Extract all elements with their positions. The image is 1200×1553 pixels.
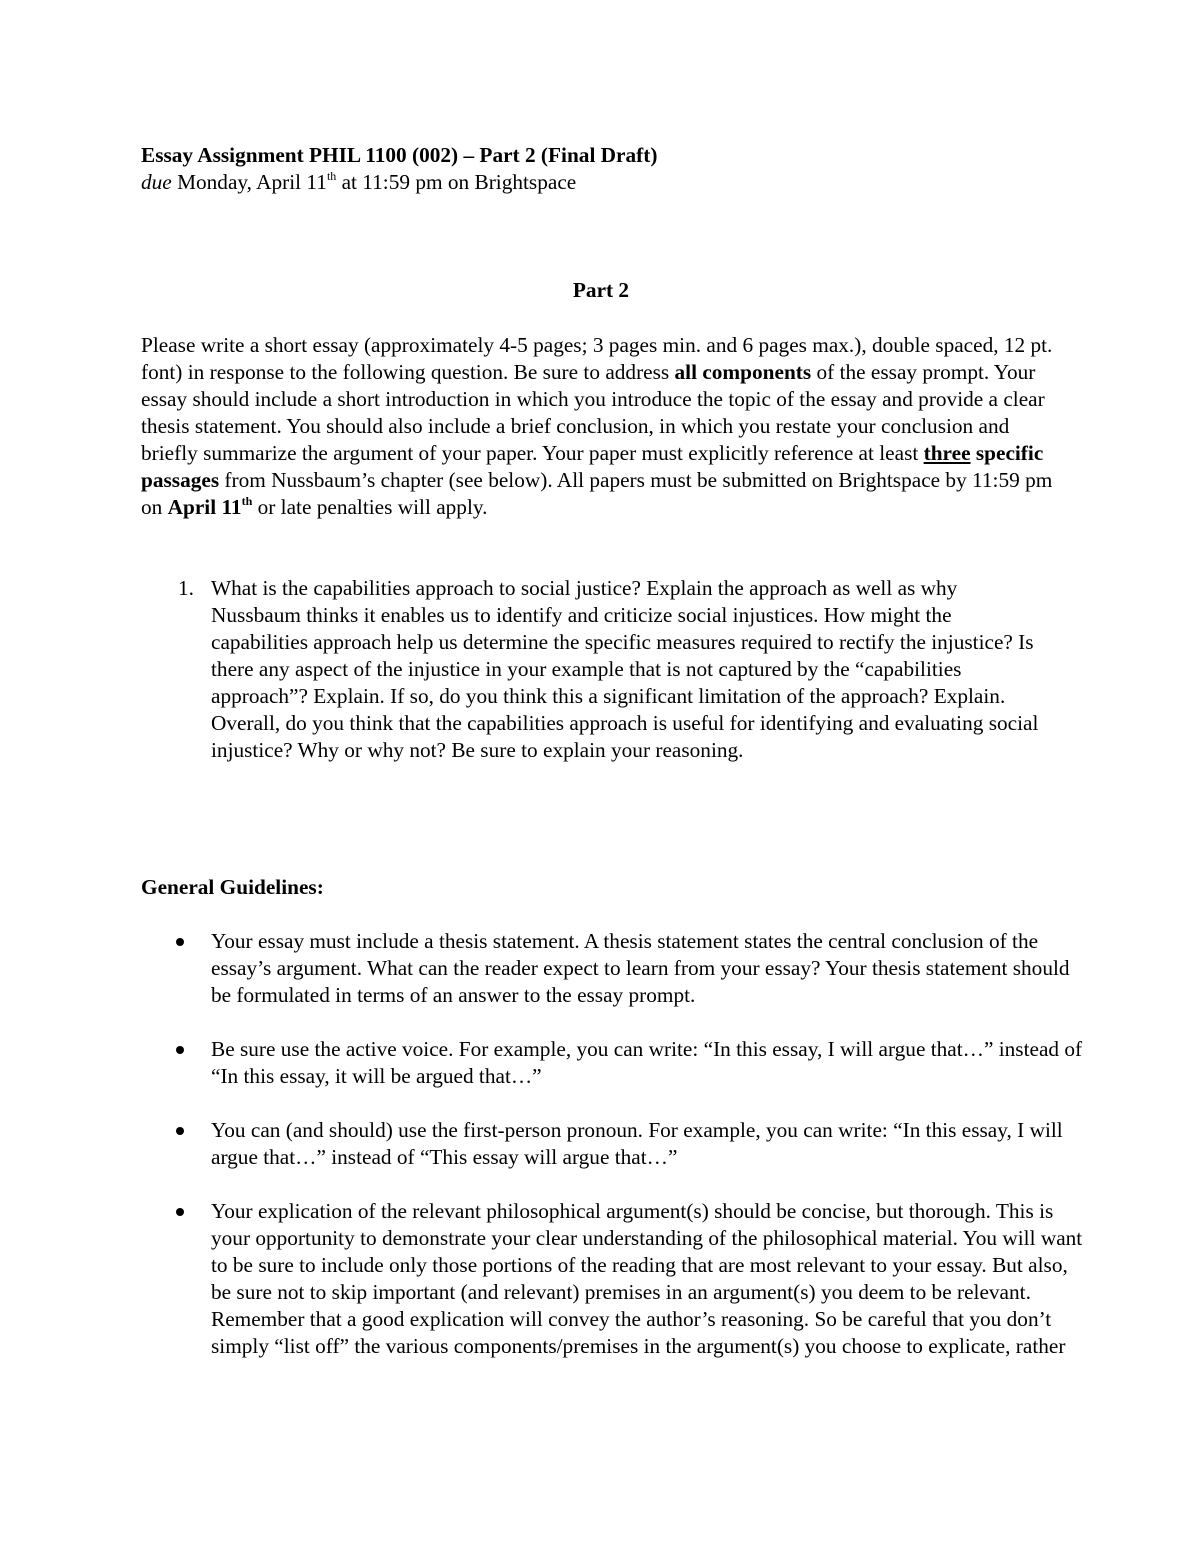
guideline-text: Be sure use the active voice. For example, you can write: “In this essay, I will argue that…” instead of “In this essay, it will be argued that…” [211,1037,1083,1088]
question-text: What is the capabilities approach to social justice? Explain the approach as well as why Nussbaum thinks it enables us to identify and criticize social injustices. How might the capabilities approach help us determine the specific measures required to rectify the injustice? Is there any aspect of the injustice in your example that is not captured by the “capabilities approach”? Explain. If so, do you think this a significant limitation of the approach? Explain. Overall, do you think that the capabilities approach is useful for identifying and evaluating social injustice? Why or why not? Be sure to explain your reasoning. [211,576,1039,762]
due-date-text: Monday, April 11 [171,170,327,194]
bullet-icon [176,1127,184,1135]
intro-text-3: from Nussbaum’s chapter (see below). All papers must be submitted on Brightspace by 11:59 pm on [141,468,1053,519]
intro-bold-date [168,495,253,519]
intro-text-1: Please write a short essay (approximately 4-5 pages; 3 pages min. and 6 pages max.), double spaced, 12 pt. font) in response to the following question. Be sure to address [141,333,1053,384]
guideline-item [141,928,1070,1009]
bullet-icon [176,938,184,946]
intro-text-2: of the essay prompt. Your essay should include a short introduction in which you introduce the topic of the essay and provide a clear thesis statement. You should also include a brief conclusion, in which you restate your conclusion and briefly summarize the argument of your paper. Your paper must explicitly reference at least [141,360,1045,465]
intro-bold-underline-three: three [923,441,971,465]
intro-bold-date-suffix: th [241,493,253,508]
due-label: due [141,170,172,194]
guidelines-heading: General Guidelines: [141,875,324,899]
due-time-text: at 11:59 pm on Brightspace [336,170,577,194]
due-date-suffix: th [326,168,337,183]
guideline-text: Your explication of the relevant philosophical argument(s) should be concise, but thorough. This is your opportunity to demonstrate your clear understanding of the philosophical material. You will want to be sure to include only those portions of the reading that are most relevant to your essay. But also, be sure not to skip important (and relevant) premises in an argument(s) you deem to be relevant. Remember that a good explication will convey the author’s reasoning. So be careful that you don’t simply “list off” the various components/premises in the argument(s) you choose to explicate, rather [211,1199,1083,1358]
guideline-item [141,1036,1083,1090]
part-heading: Part 2 [572,278,630,302]
guideline-text: Your essay must include a thesis statement. A thesis statement states the central conclusion of the essay’s argument. What can the reader expect to learn from your essay? Your thesis statement should be formulated in terms of an answer to the essay prompt. [211,929,1070,1007]
intro-bold-components: all components [674,360,812,384]
document-title: Essay Assignment PHIL 1100 (002) – Part 2 (Final Draft) [141,143,658,167]
intro-paragraph [141,332,1061,521]
guideline-item [141,1117,1061,1171]
document-page [141,142,1083,1358]
intro-text-4: or late penalties will apply. [252,495,488,519]
question-number: 1. [178,576,194,600]
bullet-icon [176,1208,184,1216]
bullet-icon [176,1046,184,1054]
intro-bold-date-text: April 11 [167,495,242,519]
intro-bold-passages: specific passages [141,441,1044,492]
guideline-text: You can (and should) use the first-person pronoun. For example, you can write: “In this essay, I will argue that…” instead of “This essay will argue that…” [211,1118,1063,1169]
due-date-line [141,169,1061,196]
essay-question [141,575,1061,764]
guideline-item [141,1198,1083,1360]
